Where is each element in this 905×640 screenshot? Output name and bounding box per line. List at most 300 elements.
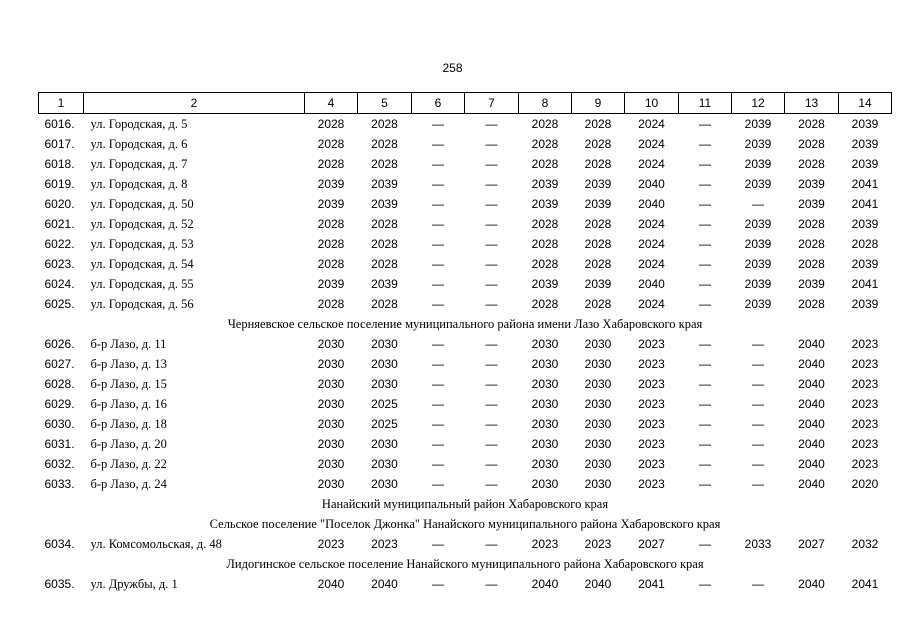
- table-row: [39, 154, 892, 174]
- row-number: 6018.: [44, 157, 75, 171]
- year-cell: 2041: [851, 197, 879, 211]
- year-cell: 2025: [371, 397, 398, 411]
- year-cell: 2023: [638, 417, 665, 431]
- year-cell: 2041: [851, 177, 879, 191]
- address-cell: ул. Городская, д. 7: [90, 156, 188, 171]
- year-cell: —: [432, 177, 444, 191]
- year-cell: —: [752, 457, 764, 471]
- column-header: 7: [465, 93, 519, 114]
- year-cell: 2028: [371, 137, 398, 151]
- year-cell: 2024: [638, 237, 665, 251]
- year-cell: —: [752, 397, 764, 411]
- table-row: [39, 174, 892, 194]
- year-cell: —: [752, 417, 764, 431]
- year-cell: 2040: [638, 197, 665, 211]
- row-number: 6017.: [44, 137, 75, 151]
- year-cell: 2024: [638, 157, 665, 171]
- year-cell: 2025: [371, 417, 398, 431]
- year-cell: —: [485, 157, 498, 171]
- year-cell: 2030: [531, 357, 559, 371]
- table-row: [39, 254, 892, 274]
- year-cell: 2040: [531, 577, 559, 591]
- row-number: 6031.: [44, 437, 75, 451]
- row-number: 6027.: [44, 357, 75, 371]
- address-cell: б-р Лазо, д. 18: [90, 416, 167, 431]
- year-cell: 2023: [851, 457, 879, 471]
- year-cell: 2028: [531, 157, 559, 171]
- year-cell: 2030: [584, 397, 612, 411]
- year-cell: 2023: [371, 537, 398, 551]
- year-cell: 2030: [371, 377, 398, 391]
- year-cell: 2030: [584, 457, 612, 471]
- year-cell: 2032: [851, 537, 879, 551]
- year-cell: 2039: [584, 277, 612, 291]
- row-number: 6030.: [44, 417, 75, 431]
- year-cell: 2030: [317, 437, 345, 451]
- address-cell: б-р Лазо, д. 13: [90, 356, 167, 371]
- year-cell: 2040: [317, 577, 345, 591]
- year-cell: 2041: [851, 277, 879, 291]
- year-cell: —: [699, 357, 711, 371]
- year-cell: 2039: [798, 197, 825, 211]
- year-cell: 2039: [584, 177, 612, 191]
- year-cell: 2023: [317, 537, 345, 551]
- year-cell: 2040: [798, 577, 825, 591]
- year-cell: —: [432, 197, 444, 211]
- year-cell: 2039: [744, 217, 772, 231]
- page-number: 258: [442, 61, 463, 75]
- year-cell: —: [752, 477, 764, 491]
- year-cell: —: [699, 397, 711, 411]
- year-cell: 2039: [744, 257, 772, 271]
- address-cell: б-р Лазо, д. 20: [90, 436, 167, 451]
- year-cell: 2028: [531, 297, 559, 311]
- year-cell: 2028: [371, 217, 398, 231]
- year-cell: 2040: [798, 437, 825, 451]
- year-cell: —: [699, 257, 711, 271]
- year-cell: 2030: [371, 337, 398, 351]
- column-header: 14: [839, 93, 892, 114]
- table-row: [39, 134, 892, 154]
- row-number: 6032.: [44, 457, 75, 471]
- year-cell: 2024: [638, 257, 665, 271]
- address-cell: б-р Лазо, д. 16: [90, 396, 167, 411]
- year-cell: —: [699, 197, 711, 211]
- year-cell: —: [432, 337, 444, 351]
- year-cell: —: [485, 357, 498, 371]
- year-cell: —: [485, 117, 498, 131]
- year-cell: 2028: [531, 217, 559, 231]
- table-row: [39, 294, 892, 314]
- year-cell: 2040: [798, 397, 825, 411]
- year-cell: —: [752, 197, 764, 211]
- year-cell: —: [432, 437, 444, 451]
- year-cell: —: [699, 137, 711, 151]
- row-number: 6020.: [44, 197, 75, 211]
- year-cell: —: [699, 477, 711, 491]
- year-cell: 2030: [317, 477, 345, 491]
- year-cell: 2028: [798, 117, 825, 131]
- year-cell: 2039: [317, 177, 345, 191]
- year-cell: —: [699, 297, 711, 311]
- year-cell: 2039: [371, 197, 398, 211]
- address-cell: ул. Городская, д. 6: [90, 136, 188, 151]
- year-cell: 2030: [317, 417, 345, 431]
- schedule-table: [38, 92, 892, 594]
- year-cell: 2039: [798, 177, 825, 191]
- section-heading: Сельское поселение "Поселок Джонка" Нанайского муниципального района Хабаровского края: [209, 516, 721, 531]
- year-cell: —: [432, 237, 444, 251]
- year-cell: 2028: [371, 257, 398, 271]
- year-cell: —: [485, 417, 498, 431]
- year-cell: 2028: [371, 297, 398, 311]
- year-cell: 2028: [584, 137, 612, 151]
- table-row: [39, 434, 892, 454]
- row-number: 6022.: [44, 237, 75, 251]
- year-cell: 2039: [744, 117, 772, 131]
- year-cell: 2028: [317, 237, 345, 251]
- year-cell: 2030: [317, 357, 345, 371]
- year-cell: 2023: [851, 337, 879, 351]
- year-cell: 2027: [798, 537, 825, 551]
- year-cell: —: [752, 357, 764, 371]
- table-row: [39, 194, 892, 214]
- year-cell: 2030: [531, 477, 559, 491]
- year-cell: 2030: [371, 477, 398, 491]
- year-cell: —: [432, 117, 444, 131]
- year-cell: 2030: [317, 377, 345, 391]
- address-cell: ул. Городская, д. 56: [90, 296, 194, 311]
- year-cell: 2023: [531, 537, 559, 551]
- year-cell: —: [485, 277, 498, 291]
- year-cell: —: [485, 377, 498, 391]
- column-header: 6: [412, 93, 465, 114]
- year-cell: 2030: [584, 357, 612, 371]
- year-cell: 2023: [584, 537, 612, 551]
- section-heading-row: [39, 314, 892, 334]
- year-cell: —: [432, 137, 444, 151]
- year-cell: 2039: [531, 197, 559, 211]
- year-cell: 2030: [531, 397, 559, 411]
- year-cell: 2023: [638, 377, 665, 391]
- year-cell: —: [752, 337, 764, 351]
- table-row: [39, 214, 892, 234]
- table-row: [39, 334, 892, 354]
- year-cell: —: [752, 437, 764, 451]
- row-number: 6034.: [44, 537, 75, 551]
- row-number: 6023.: [44, 257, 75, 271]
- year-cell: 2028: [798, 137, 825, 151]
- year-cell: 2040: [798, 457, 825, 471]
- table-row: [39, 474, 892, 494]
- year-cell: 2028: [851, 237, 879, 251]
- year-cell: —: [485, 297, 498, 311]
- year-cell: 2023: [851, 417, 879, 431]
- year-cell: 2028: [317, 157, 345, 171]
- year-cell: 2039: [371, 277, 398, 291]
- section-heading-row: [39, 554, 892, 574]
- year-cell: —: [432, 397, 444, 411]
- year-cell: 2023: [638, 477, 665, 491]
- year-cell: —: [699, 417, 711, 431]
- year-cell: —: [485, 257, 498, 271]
- year-cell: 2030: [371, 357, 398, 371]
- table-row: [39, 354, 892, 374]
- row-number: 6028.: [44, 377, 75, 391]
- address-cell: б-р Лазо, д. 24: [90, 476, 167, 491]
- year-cell: 2028: [584, 217, 612, 231]
- year-cell: —: [699, 457, 711, 471]
- year-cell: 2028: [317, 217, 345, 231]
- year-cell: 2030: [584, 337, 612, 351]
- address-cell: ул. Дружбы, д. 1: [90, 576, 178, 591]
- year-cell: —: [485, 457, 498, 471]
- year-cell: 2039: [744, 157, 772, 171]
- year-cell: 2039: [531, 277, 559, 291]
- year-cell: 2033: [744, 537, 772, 551]
- year-cell: —: [699, 177, 711, 191]
- column-header: 13: [785, 93, 839, 114]
- table-row: [39, 394, 892, 414]
- year-cell: 2028: [371, 157, 398, 171]
- address-cell: б-р Лазо, д. 22: [90, 456, 167, 471]
- year-cell: 2028: [798, 217, 825, 231]
- year-cell: 2028: [584, 117, 612, 131]
- year-cell: —: [485, 217, 498, 231]
- year-cell: —: [485, 437, 498, 451]
- year-cell: 2023: [638, 357, 665, 371]
- row-number: 6024.: [44, 277, 75, 291]
- year-cell: —: [432, 157, 444, 171]
- row-number: 6021.: [44, 217, 75, 231]
- year-cell: 2039: [531, 177, 559, 191]
- year-cell: 2028: [317, 117, 345, 131]
- year-cell: —: [432, 357, 444, 371]
- year-cell: 2028: [317, 257, 345, 271]
- year-cell: —: [432, 457, 444, 471]
- year-cell: 2023: [638, 337, 665, 351]
- year-cell: 2030: [317, 337, 345, 351]
- year-cell: 2039: [851, 257, 879, 271]
- row-number: 6026.: [44, 337, 75, 351]
- year-cell: 2040: [798, 357, 825, 371]
- section-heading: Лидогинское сельское поселение Нанайского муниципального района Хабаровского края: [226, 556, 704, 571]
- year-cell: —: [699, 437, 711, 451]
- year-cell: —: [485, 477, 498, 491]
- column-header: 12: [732, 93, 785, 114]
- year-cell: —: [485, 177, 498, 191]
- address-cell: ул. Городская, д. 54: [90, 256, 194, 271]
- year-cell: —: [485, 537, 498, 551]
- row-number: 6035.: [44, 577, 75, 591]
- table-row: [39, 234, 892, 254]
- row-number: 6033.: [44, 477, 75, 491]
- year-cell: —: [432, 377, 444, 391]
- year-cell: 2039: [798, 277, 825, 291]
- year-cell: 2028: [531, 137, 559, 151]
- year-cell: 2028: [317, 297, 345, 311]
- year-cell: 2023: [638, 437, 665, 451]
- year-cell: 2028: [531, 257, 559, 271]
- year-cell: 2040: [798, 417, 825, 431]
- year-cell: 2028: [798, 257, 825, 271]
- row-number: 6019.: [44, 177, 75, 191]
- year-cell: —: [699, 157, 711, 171]
- year-cell: 2030: [531, 457, 559, 471]
- year-cell: 2024: [638, 137, 665, 151]
- year-cell: 2039: [851, 137, 879, 151]
- year-cell: 2024: [638, 297, 665, 311]
- year-cell: —: [432, 537, 444, 551]
- year-cell: 2030: [531, 437, 559, 451]
- year-cell: 2024: [638, 217, 665, 231]
- address-cell: ул. Комсомольская, д. 48: [90, 536, 222, 551]
- year-cell: —: [432, 297, 444, 311]
- year-cell: 2039: [744, 297, 772, 311]
- year-cell: 2028: [798, 157, 825, 171]
- year-cell: 2040: [638, 177, 665, 191]
- address-cell: б-р Лазо, д. 15: [90, 376, 167, 391]
- address-cell: ул. Городская, д. 5: [90, 116, 188, 131]
- year-cell: —: [485, 137, 498, 151]
- year-cell: —: [432, 577, 444, 591]
- year-cell: 2039: [744, 277, 772, 291]
- year-cell: —: [699, 577, 711, 591]
- year-cell: 2028: [584, 237, 612, 251]
- row-number: 6029.: [44, 397, 75, 411]
- address-cell: ул. Городская, д. 55: [90, 276, 194, 291]
- year-cell: 2028: [584, 297, 612, 311]
- year-cell: 2040: [638, 277, 665, 291]
- address-cell: б-р Лазо, д. 11: [90, 336, 167, 351]
- year-cell: —: [485, 577, 498, 591]
- table-body: [39, 114, 892, 595]
- table-row: [39, 274, 892, 294]
- year-cell: 2023: [851, 357, 879, 371]
- table-row: [39, 114, 892, 135]
- year-cell: —: [432, 217, 444, 231]
- year-cell: —: [699, 337, 711, 351]
- row-number: 6016.: [44, 117, 75, 131]
- year-cell: 2039: [584, 197, 612, 211]
- year-cell: —: [485, 197, 498, 211]
- year-cell: —: [485, 397, 498, 411]
- year-cell: —: [432, 257, 444, 271]
- column-header: 4: [305, 93, 358, 114]
- row-number: 6025.: [44, 297, 75, 311]
- year-cell: 2041: [638, 577, 665, 591]
- year-cell: 2039: [744, 177, 772, 191]
- year-cell: 2027: [638, 537, 665, 551]
- year-cell: 2040: [798, 377, 825, 391]
- year-cell: 2039: [851, 117, 879, 131]
- year-cell: 2039: [317, 197, 345, 211]
- year-cell: 2039: [851, 157, 879, 171]
- year-cell: 2040: [584, 577, 612, 591]
- year-cell: 2030: [531, 417, 559, 431]
- year-cell: 2020: [851, 477, 879, 491]
- year-cell: 2028: [371, 117, 398, 131]
- year-cell: 2028: [531, 117, 559, 131]
- year-cell: 2030: [371, 457, 398, 471]
- year-cell: 2028: [584, 157, 612, 171]
- year-cell: 2024: [638, 117, 665, 131]
- year-cell: —: [485, 237, 498, 251]
- address-cell: ул. Городская, д. 8: [90, 176, 188, 191]
- year-cell: —: [432, 477, 444, 491]
- year-cell: —: [432, 277, 444, 291]
- year-cell: —: [699, 277, 711, 291]
- year-cell: 2023: [638, 457, 665, 471]
- year-cell: 2030: [371, 437, 398, 451]
- column-header: 5: [358, 93, 412, 114]
- year-cell: 2039: [744, 137, 772, 151]
- column-header: 11: [679, 93, 732, 114]
- year-cell: 2030: [584, 437, 612, 451]
- year-cell: 2028: [584, 257, 612, 271]
- address-cell: ул. Городская, д. 53: [90, 236, 194, 251]
- year-cell: 2039: [744, 237, 772, 251]
- year-cell: —: [752, 377, 764, 391]
- year-cell: 2023: [638, 397, 665, 411]
- year-cell: 2023: [851, 437, 879, 451]
- year-cell: 2039: [371, 177, 398, 191]
- year-cell: 2041: [851, 577, 879, 591]
- year-cell: —: [699, 117, 711, 131]
- table-row: [39, 454, 892, 474]
- year-cell: —: [485, 337, 498, 351]
- year-cell: 2030: [584, 417, 612, 431]
- year-cell: 2028: [317, 137, 345, 151]
- section-heading: Черняевское сельское поселение муниципального района имени Лазо Хабаровского края: [227, 316, 703, 331]
- year-cell: —: [432, 417, 444, 431]
- column-header: 10: [625, 93, 679, 114]
- year-cell: 2030: [531, 377, 559, 391]
- year-cell: 2039: [851, 297, 879, 311]
- year-cell: 2030: [317, 457, 345, 471]
- year-cell: 2030: [531, 337, 559, 351]
- year-cell: —: [699, 377, 711, 391]
- address-cell: ул. Городская, д. 50: [90, 196, 194, 211]
- column-header: 2: [84, 93, 305, 114]
- year-cell: 2023: [851, 397, 879, 411]
- table-row: [39, 374, 892, 394]
- year-cell: 2030: [584, 377, 612, 391]
- column-header: 8: [519, 93, 572, 114]
- year-cell: —: [699, 237, 711, 251]
- year-cell: 2030: [317, 397, 345, 411]
- year-cell: 2028: [371, 237, 398, 251]
- section-heading-row: [39, 494, 892, 514]
- header-row: [39, 93, 892, 114]
- section-heading-row: [39, 514, 892, 534]
- year-cell: 2039: [317, 277, 345, 291]
- year-cell: 2040: [798, 477, 825, 491]
- year-cell: 2040: [798, 337, 825, 351]
- year-cell: 2028: [531, 237, 559, 251]
- column-header: 9: [572, 93, 625, 114]
- table-row: [39, 534, 892, 554]
- year-cell: 2039: [851, 217, 879, 231]
- year-cell: 2023: [851, 377, 879, 391]
- table-row: [39, 414, 892, 434]
- year-cell: 2028: [798, 297, 825, 311]
- address-cell: ул. Городская, д. 52: [90, 216, 194, 231]
- section-heading: Нанайский муниципальный район Хабаровского края: [321, 496, 609, 511]
- column-header: 1: [39, 93, 84, 114]
- year-cell: —: [699, 537, 711, 551]
- year-cell: 2028: [798, 237, 825, 251]
